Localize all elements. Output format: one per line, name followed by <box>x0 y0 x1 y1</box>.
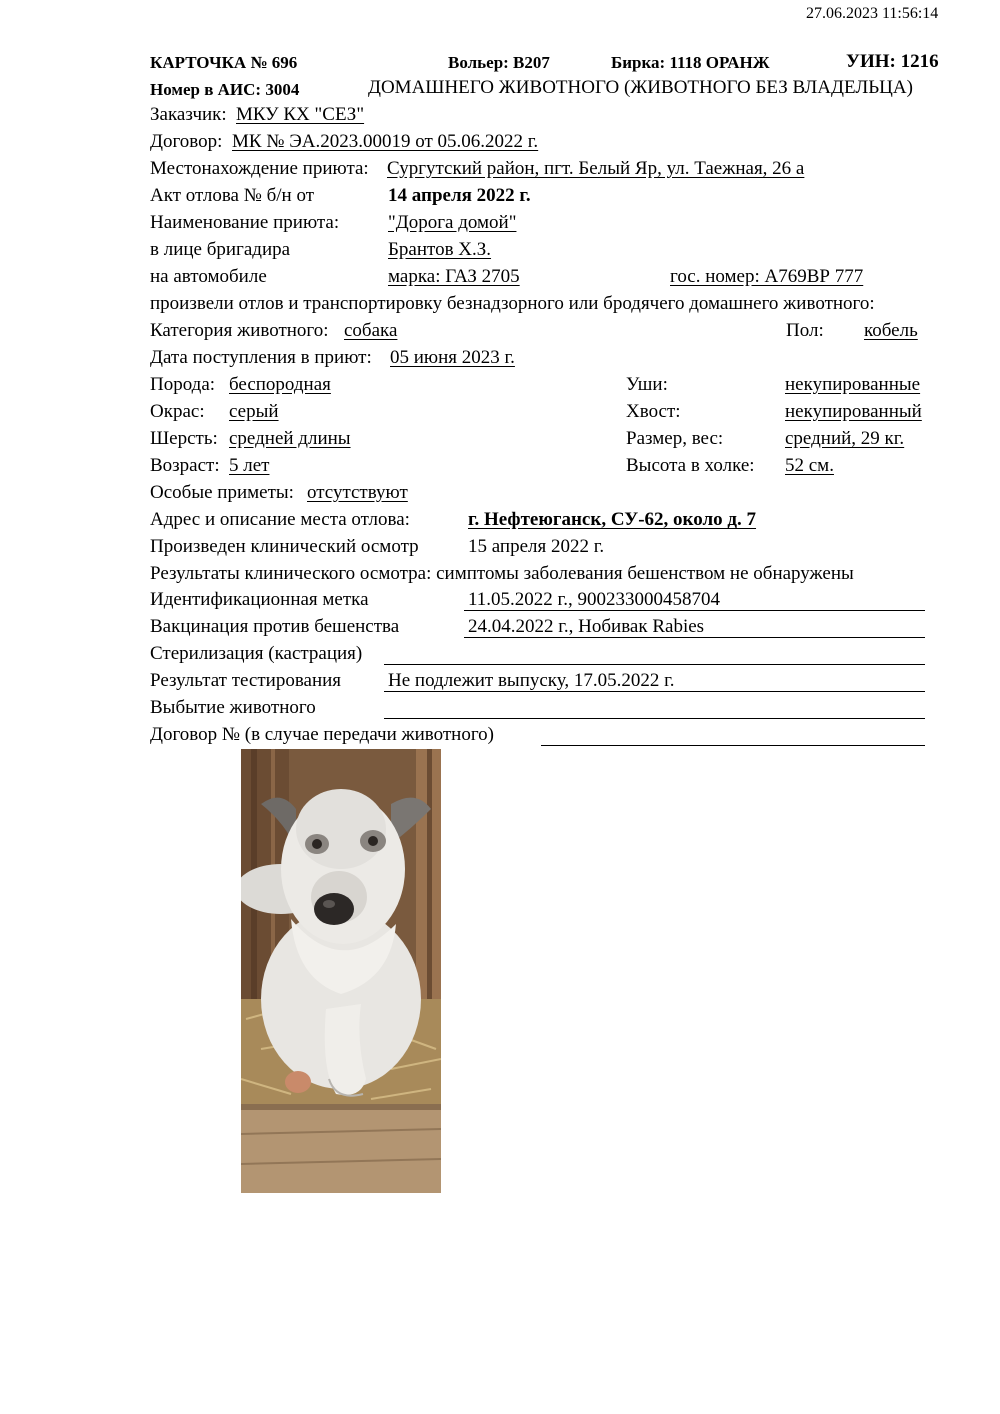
vaccination-value: 24.04.2022 г., Нобивак Rabies <box>468 616 705 637</box>
marks-label: Особые приметы: <box>150 482 294 503</box>
sterilization-label: Стерилизация (кастрация) <box>150 643 363 664</box>
tail-label: Хвост: <box>626 401 681 422</box>
height-label: Высота в холке: <box>626 455 755 476</box>
fur-label: Шерсть: <box>150 428 218 449</box>
vehicle-model: марка: ГАЗ 2705 <box>388 266 520 287</box>
age-value: 5 лет <box>229 455 270 476</box>
shelter-location-value: Сургутский район, пгт. Белый Яр, ул. Таежная, 26 а <box>387 158 805 179</box>
enclosure: Вольер: В207 <box>448 53 550 72</box>
id-mark-underline <box>464 610 925 611</box>
capture-act-date: 14 апреля 2022 г. <box>388 185 531 206</box>
sterilization-underline <box>384 664 925 665</box>
capture-address-value: г. Нефтеюганск, СУ-62, около д. 7 <box>468 509 757 530</box>
vaccination-label: Вакцинация против бешенства <box>150 616 400 637</box>
arrival-label: Дата поступления в приют: <box>150 347 372 368</box>
foreman-label: в лице бригадира <box>150 239 291 260</box>
foreman-value: Брантов Х.З. <box>388 239 492 260</box>
test-result-underline <box>384 691 925 692</box>
color-value: серый <box>229 401 279 422</box>
id-mark-value: 11.05.2022 г., 900233000458704 <box>468 589 720 610</box>
breed-label: Порода: <box>150 374 216 395</box>
uin: УИН: 1216 <box>846 51 939 72</box>
contract-label: Договор: <box>150 131 223 152</box>
exam-date: 15 апреля 2022 г. <box>468 536 605 557</box>
statement: произвели отлов и транспортировку безнадзорного или бродячего домашнего животного: <box>150 293 875 314</box>
customer-value: МКУ КХ "СЕЗ" <box>236 104 365 125</box>
test-result-label: Результат тестирования <box>150 670 342 691</box>
arrival-value: 05 июня 2023 г. <box>390 347 515 368</box>
category-value: собака <box>344 320 398 341</box>
capture-act-label: Акт отлова № б/н от <box>150 185 315 206</box>
contract-value: МК № ЭА.2023.00019 от 05.06.2022 г. <box>232 131 539 152</box>
id-mark-label: Идентификационная метка <box>150 589 369 610</box>
departure-label: Выбытие животного <box>150 697 316 718</box>
dog-photo <box>241 749 441 1193</box>
height-value: 52 см. <box>785 455 834 476</box>
fur-value: средней длины <box>229 428 351 449</box>
customer-label: Заказчик: <box>150 104 227 125</box>
size-label: Размер, вес: <box>626 428 724 449</box>
exam-label: Произведен клинический осмотр <box>150 536 419 557</box>
category-label: Категория животного: <box>150 320 329 341</box>
color-label: Окрас: <box>150 401 205 422</box>
vaccination-underline <box>464 637 925 638</box>
transfer-contract-underline <box>541 745 925 746</box>
vehicle-label: на автомобиле <box>150 266 267 287</box>
age-label: Возраст: <box>150 455 220 476</box>
test-result-value: Не подлежит выпуску, 17.05.2022 г. <box>388 670 675 691</box>
breed-value: беспородная <box>229 374 331 395</box>
tag: Бирка: 1118 ОРАНЖ <box>611 53 770 72</box>
capture-address-label: Адрес и описание места отлова: <box>150 509 410 530</box>
ears-value: некупированные <box>785 374 921 395</box>
marks-value: отсутствуют <box>307 482 408 503</box>
shelter-name-label: Наименование приюта: <box>150 212 340 233</box>
shelter-location-label: Местонахождение приюта: <box>150 158 369 179</box>
vehicle-plate: гос. номер: А769ВР 777 <box>670 266 864 287</box>
departure-underline <box>384 718 925 719</box>
ears-label: Уши: <box>626 374 668 395</box>
exam-result: Результаты клинического осмотра: симптомы заболевания бешенством не обнаружены <box>150 563 854 584</box>
size-value: средний, 29 кг. <box>785 428 905 449</box>
shelter-name-value: "Дорога домой" <box>388 212 517 233</box>
transfer-contract-label: Договор № (в случае передачи животного) <box>150 724 494 745</box>
sex-label: Пол: <box>786 320 824 341</box>
tail-value: некупированный <box>785 401 922 422</box>
print-timestamp: 27.06.2023 11:56:14 <box>806 5 939 22</box>
card-number: КАРТОЧКА № 696 <box>150 53 298 72</box>
sex-value: кобель <box>864 320 918 341</box>
card-title: ДОМАШНЕГО ЖИВОТНОГО (ЖИВОТНОГО БЕЗ ВЛАДЕЛЬЦА) <box>368 77 913 98</box>
ais-number: Номер в АИС: 3004 <box>150 80 300 99</box>
